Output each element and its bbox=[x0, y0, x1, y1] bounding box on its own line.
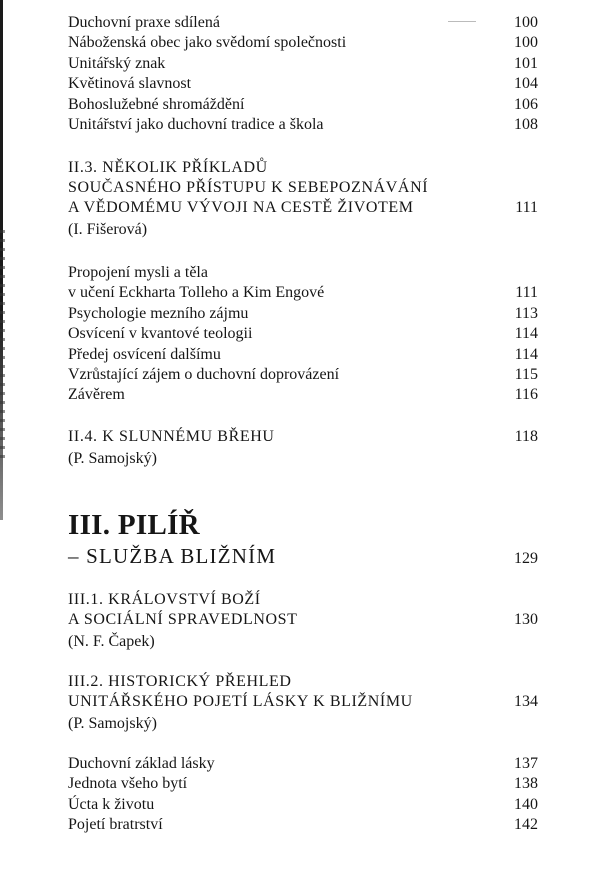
pillar-page: 129 bbox=[514, 550, 538, 567]
entry-page: 106 bbox=[514, 95, 538, 113]
pillar-title: III. PILÍŘ bbox=[68, 509, 200, 541]
section-heading-row bbox=[68, 198, 538, 218]
toc-entry bbox=[68, 774, 538, 794]
section-heading-line: A VĚDOMÉMU VÝVOJI NA CESTĚ ŽIVOTEM bbox=[68, 199, 414, 216]
entry-title: Vzrůstající zájem o duchovní doprovázení bbox=[68, 365, 340, 383]
entry-title: Bohoslužebné shromáždění bbox=[68, 95, 245, 113]
toc-entry bbox=[68, 345, 538, 365]
toc-entry bbox=[68, 13, 538, 33]
section-page: 130 bbox=[514, 611, 538, 628]
entry-page: 116 bbox=[514, 386, 538, 404]
entry-title: v učení Eckharta Tolleho a Kim Engové bbox=[68, 284, 325, 302]
entry-title: Propojení mysli a těla bbox=[68, 264, 208, 281]
entry-page: 137 bbox=[514, 755, 538, 772]
entry-page: 100 bbox=[514, 14, 538, 31]
toc-block-1 bbox=[68, 13, 538, 135]
toc-entry bbox=[68, 304, 538, 324]
entry-title: Osvícení v kvantové teologii bbox=[68, 325, 253, 343]
section-page: 111 bbox=[515, 199, 538, 216]
toc-entry bbox=[68, 95, 538, 115]
section-2-3 bbox=[68, 158, 538, 240]
pillar-subtitle-row bbox=[68, 542, 538, 570]
toc-block-2 bbox=[68, 263, 538, 406]
section-heading-line: UNITÁŘSKÉHO POJETÍ LÁSKY K BLIŽNÍMU bbox=[68, 693, 413, 710]
entry-page: 142 bbox=[514, 816, 538, 834]
entry-title: Duchovní základ lásky bbox=[68, 755, 215, 772]
entry-page: 115 bbox=[514, 365, 538, 383]
entry-page: 138 bbox=[514, 775, 538, 793]
toc-entry bbox=[68, 54, 538, 74]
section-heading-line: III.2. HISTORICKÝ PŘEHLED bbox=[68, 673, 292, 690]
entry-title: Květinová slavnost bbox=[68, 75, 192, 93]
section-author: (P. Samojský) bbox=[68, 450, 157, 467]
toc-entry bbox=[68, 815, 538, 835]
entry-title: Předej osvícení dalšímu bbox=[68, 345, 221, 363]
section-3-1 bbox=[68, 590, 538, 652]
entry-title: Závěrem bbox=[68, 386, 125, 404]
toc-block-3 bbox=[68, 754, 538, 836]
section-heading-line: SOUČASNÉHO PŘÍSTUPU K SEBEPOZNÁVÁNÍ bbox=[68, 179, 429, 196]
toc-entry bbox=[68, 33, 538, 53]
entry-title: Unitářský znak bbox=[68, 54, 166, 72]
entry-page: 101 bbox=[514, 54, 538, 72]
entry-page: 113 bbox=[514, 304, 538, 322]
entry-title: Jednota všeho bytí bbox=[68, 775, 188, 793]
pillar-3 bbox=[68, 508, 538, 570]
section-author: (P. Samojský) bbox=[68, 715, 157, 732]
toc-entry bbox=[68, 365, 538, 385]
entry-page: 104 bbox=[514, 75, 538, 93]
section-heading-line: III.1. KRÁLOVSTVÍ BOŽÍ bbox=[68, 591, 261, 608]
entry-title: Psychologie mezního zájmu bbox=[68, 304, 249, 322]
toc-entry bbox=[68, 324, 538, 344]
entry-page: 111 bbox=[515, 284, 538, 302]
pillar-subtitle: – SLUŽBA BLIŽNÍM bbox=[68, 544, 277, 568]
section-author: (I. Fišerová) bbox=[68, 221, 148, 238]
section-heading-row bbox=[68, 610, 538, 630]
entry-title: Duchovní praxe sdílená bbox=[68, 14, 220, 31]
section-heading-row bbox=[68, 692, 538, 712]
toc-entry bbox=[68, 283, 538, 303]
section-page: 134 bbox=[514, 693, 538, 710]
toc-entry bbox=[68, 795, 538, 815]
section-2-4 bbox=[68, 427, 538, 469]
entry-title: Unitářství jako duchovní tradice a škola bbox=[68, 115, 324, 133]
entry-page: 100 bbox=[514, 34, 538, 52]
entry-page: 140 bbox=[514, 795, 538, 813]
toc-entry bbox=[68, 385, 538, 405]
entry-page: 108 bbox=[514, 115, 538, 133]
margin-marks bbox=[0, 230, 5, 460]
section-heading-line: II.3. NĚKOLIK PŘÍKLADŮ bbox=[68, 159, 268, 176]
section-heading-line: II.4. K SLUNNÉMU BŘEHU bbox=[68, 428, 275, 445]
toc-entry bbox=[68, 754, 538, 774]
section-heading-row bbox=[68, 427, 538, 447]
section-author: (N. F. Čapek) bbox=[68, 633, 155, 650]
toc-entry bbox=[68, 115, 538, 135]
toc-entry bbox=[68, 263, 538, 283]
section-heading-line: A SOCIÁLNÍ SPRAVEDLNOST bbox=[68, 611, 298, 628]
section-3-2 bbox=[68, 672, 538, 734]
entry-title: Náboženská obec jako svědomí společnosti bbox=[68, 34, 347, 52]
toc-entry bbox=[68, 74, 538, 94]
entry-title: Pojetí bratrství bbox=[68, 816, 163, 834]
entry-title: Úcta k životu bbox=[68, 795, 155, 813]
entry-page: 114 bbox=[514, 325, 538, 343]
section-page: 118 bbox=[514, 428, 538, 445]
entry-page: 114 bbox=[514, 345, 538, 363]
